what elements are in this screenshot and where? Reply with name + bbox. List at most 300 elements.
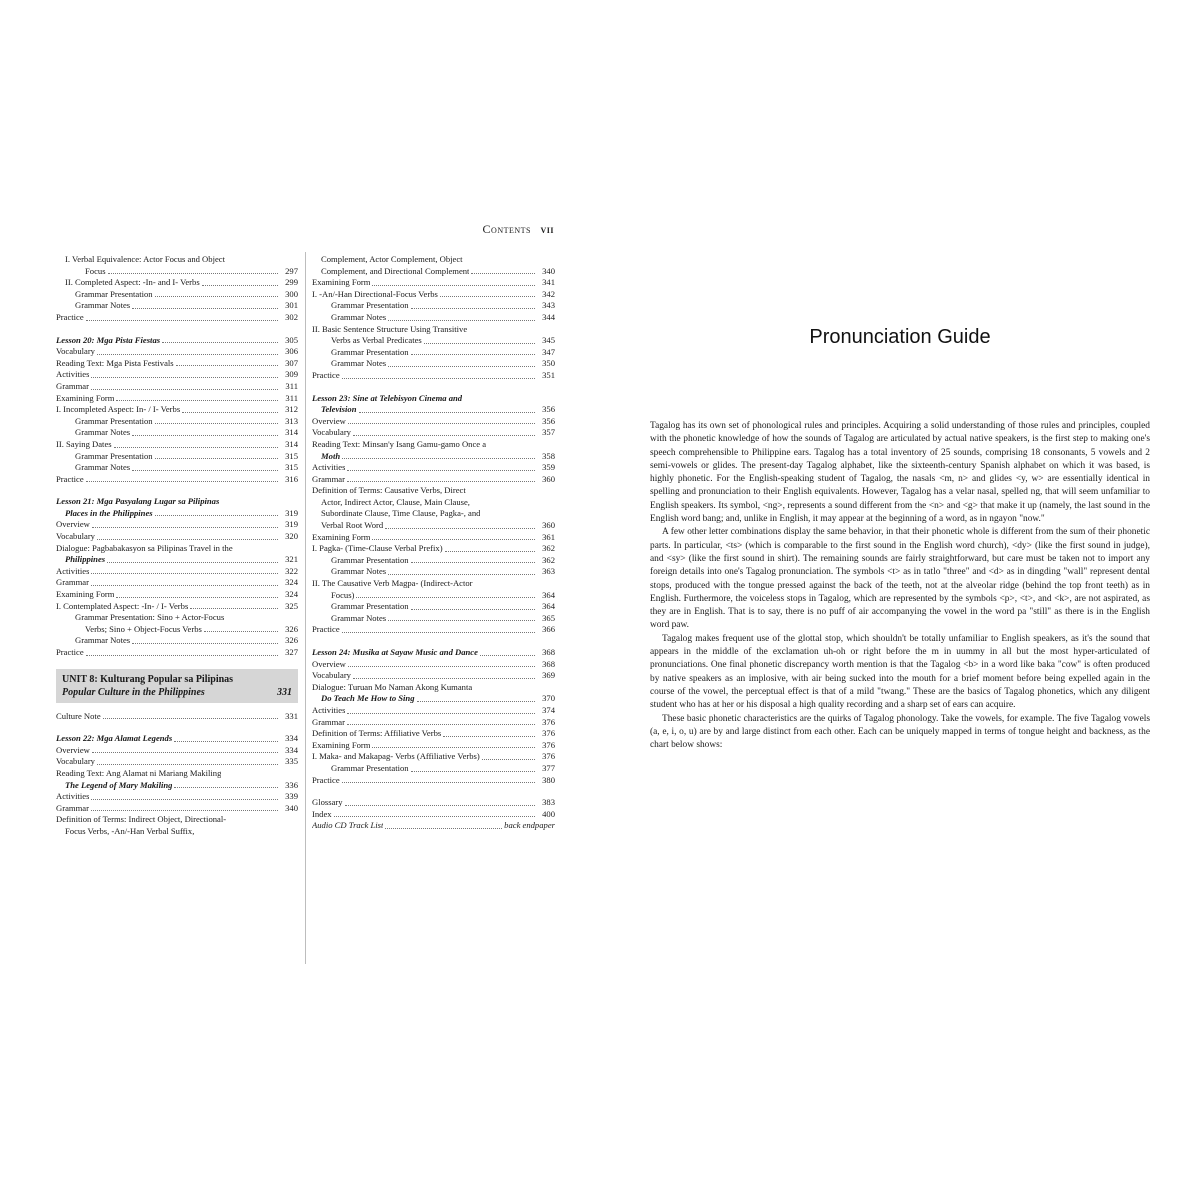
- toc-entry-title: Index: [312, 808, 332, 819]
- toc-entry-title: Philippines: [65, 554, 106, 565]
- toc-leader-dots: [388, 574, 535, 575]
- toc-entry-page: 336: [285, 779, 298, 790]
- toc-entry[interactable]: [312, 717, 555, 729]
- toc-entry-page: 324: [285, 589, 298, 600]
- toc-entry-page: 312: [285, 404, 298, 415]
- toc-entry-page: 302: [285, 311, 298, 322]
- body-paragraph: A few other letter combinations display the same behavior, in that their phonetic whole is different from the sum of their phonetic parts. In particular, <ts> (which is comparable to the first sound in the English word church), <dy> (like the first sound in judge), and <sy> (like the first sound in shirt). The remaining sounds are fairly straightforward, but care must be taken not to import any foreign details into one's Tagalog pronunciation. The symbols <t> as in tatlo "three" and <d> as in dingding "wall" represent dental stops, produced with the tongue pressed against the back of the teeth, not at the alveolar ridge (behind the top front teeth) as in English. Furthermore, the voiceless stops in Tagalog, which are represented by the symbols <p>, <t>, and <k>, are not aspirated, as they are in English. That is to say, there is no puff of air accompanying the vowel in the word pa "still" as there is in the English word paw.: [650, 527, 1150, 631]
- toc-leader-dots: [342, 632, 535, 633]
- toc-leader-dots: [385, 828, 502, 829]
- toc-entry[interactable]: [56, 601, 298, 613]
- toc-list-bottom: [56, 711, 298, 838]
- toc-leader-dots: [204, 631, 278, 632]
- toc-leader-dots: [480, 655, 535, 656]
- toc-entry-title: Overview: [312, 415, 346, 426]
- toc-entry-title: Grammar: [312, 473, 345, 484]
- section-title: Pronunciation Guide: [809, 326, 991, 348]
- toc-entry-title: Grammar: [312, 716, 345, 727]
- toc-entry-page: 369: [542, 670, 555, 681]
- toc-entry[interactable]: [56, 531, 298, 543]
- toc-leader-dots: [91, 377, 278, 378]
- right-page: [600, 0, 1200, 1200]
- toc-entry-page: 334: [285, 744, 298, 755]
- toc-entry[interactable]: [312, 728, 555, 740]
- toc-entry-title: Grammar Notes: [331, 566, 387, 577]
- toc-entry-title: Reading Text: Ang Alamat ni Mariang Makiling: [56, 767, 222, 778]
- page-number: vii: [540, 222, 554, 236]
- toc-entry[interactable]: [56, 289, 298, 301]
- toc-entry-page: 322: [285, 565, 298, 576]
- toc-leader-dots: [132, 308, 278, 309]
- toc-leader-dots: [176, 365, 278, 366]
- toc-entry[interactable]: [56, 369, 298, 381]
- toc-entry-page: 300: [285, 288, 298, 299]
- toc-entry-page: 376: [542, 751, 555, 762]
- toc-entry-page: 361: [542, 531, 555, 542]
- toc-entry[interactable]: [312, 555, 555, 567]
- toc-entry-page: 339: [285, 791, 298, 802]
- toc-entry[interactable]: [56, 266, 298, 278]
- toc-entry-page: 362: [542, 554, 555, 565]
- toc-entry-title: Dialogue: Turuan Mo Naman Akong Kumanta: [312, 681, 473, 692]
- toc-entry[interactable]: [312, 820, 555, 832]
- toc-leader-dots: [91, 389, 278, 390]
- toc-entry-page: 360: [542, 520, 555, 531]
- toc-leader-dots: [174, 741, 278, 742]
- toc-entry-title: Dialogue: Pagbabakasyon sa Pilipinas Travel in the: [56, 542, 233, 553]
- unit-title: UNIT 8: Kulturang Popular sa Pilipinas: [62, 673, 234, 685]
- toc-leader-dots: [353, 435, 535, 436]
- toc-entry-title: Focus: [85, 265, 106, 276]
- toc-entry[interactable]: [56, 358, 298, 370]
- toc-entry-page: 374: [542, 704, 555, 715]
- toc-entry-page: 297: [285, 265, 298, 276]
- toc-entry-page: 377: [542, 762, 555, 773]
- toc-entry-title: Lesson 21: Mga Pasyalang Lugar sa Pilipinas: [56, 496, 220, 507]
- toc-entry-page: 315: [285, 450, 298, 461]
- toc-entry[interactable]: [312, 520, 555, 532]
- toc-entry-page: 307: [285, 357, 298, 368]
- toc-leader-dots: [342, 378, 535, 379]
- toc-entry-page: 368: [542, 647, 555, 657]
- toc-entry-title: Examining Form: [312, 739, 371, 750]
- toc-entry-title: Reading Text: Mga Pista Festivals: [56, 357, 174, 368]
- toc-leader-dots: [97, 764, 278, 765]
- toc-entry[interactable]: [56, 427, 298, 439]
- toc-entry-page: 316: [285, 473, 298, 484]
- toc-leader-dots: [348, 666, 535, 667]
- toc-entry-title: II. Saying Dates: [56, 438, 112, 449]
- toc-leader-dots: [116, 597, 278, 598]
- toc-entry-page: 400: [542, 808, 555, 819]
- toc-leader-dots: [411, 354, 535, 355]
- toc-entry-title: Vocabulary: [56, 346, 95, 357]
- toc-entry-page: 340: [542, 265, 555, 276]
- toc-entry-page: 358: [542, 450, 555, 461]
- toc-entry[interactable]: [312, 462, 555, 474]
- toc-leader-dots: [91, 799, 278, 800]
- toc-entry[interactable]: [312, 809, 555, 821]
- toc-entry-title: Vocabulary: [312, 670, 351, 681]
- toc-entry-title: Examining Form: [312, 277, 371, 288]
- toc-entry-title: I. Contemplated Aspect: -In- / I- Verbs: [56, 600, 189, 611]
- toc-entry[interactable]: [312, 532, 555, 544]
- toc-entry-title: Focus): [331, 589, 355, 600]
- toc-entry-title: Verbs as Verbal Predicates: [331, 335, 422, 346]
- toc-entry-title: Reading Text: Minsan'y Isang Gamu-gamo Once a: [312, 438, 487, 449]
- toc-entry-title: Overview: [312, 658, 346, 669]
- toc-entry-title: Grammar Presentation: [331, 554, 409, 565]
- toc-entry-title: Activities: [56, 565, 90, 576]
- toc-entry[interactable]: [56, 768, 298, 780]
- toc-entry[interactable]: [312, 277, 555, 289]
- toc-entry-title: I. Verbal Equivalence: Actor Focus and Object: [65, 254, 225, 264]
- toc-entry-title: II. Basic Sentence Structure Using Transitive: [312, 323, 468, 334]
- toc-entry-page: 356: [542, 415, 555, 426]
- toc-leader-dots: [471, 273, 535, 274]
- toc-leader-dots: [162, 342, 278, 343]
- toc-entry[interactable]: [312, 324, 555, 336]
- body-paragraph: Tagalog makes frequent use of the glottal stop, which shouldn't be totally unfamiliar to English speakers, as it's the sound that appears in the middle of the exclamation uh-oh or right before the m in uummy in all but the most hyper-articulated of pronunciations. One final phonetic discrepancy worth mention is that the Tagalog <b> in a word like baka "cow" is often produced by native speakers as an implosive, with air being sucked into the mouth for a brief moment before being expelled again in the course of the vowel, the perceptual effect is that of a mild "twang." These are the basics of Tagalog phonetics, which any diligent student who has at her or his disposal a high quality recording and a sharp set of ears can acquire.: [650, 633, 1150, 711]
- toc-entry-page: 380: [542, 774, 555, 785]
- toc-entry[interactable]: [312, 624, 555, 636]
- toc-entry[interactable]: [312, 751, 555, 763]
- toc-leader-dots: [411, 609, 535, 610]
- toc-leader-dots: [417, 701, 535, 702]
- toc-entry[interactable]: [56, 335, 298, 347]
- running-head: [250, 222, 554, 237]
- toc-entry-page: 342: [542, 288, 555, 299]
- toc-list-top: [56, 254, 298, 659]
- toc-entry[interactable]: [56, 393, 298, 405]
- toc-entry-title: Verbs; Sino + Object-Focus Verbs: [85, 623, 202, 634]
- toc-leader-dots: [114, 447, 278, 448]
- toc-entry[interactable]: [312, 613, 555, 625]
- toc-entry[interactable]: [312, 358, 555, 370]
- toc-leader-dots: [347, 470, 535, 471]
- toc-entry-title: I. Maka- and Makapag- Verbs (Affiliative Verbs): [312, 751, 480, 762]
- toc-entry[interactable]: [56, 277, 298, 289]
- toc-leader-dots: [97, 539, 278, 540]
- toc-entry[interactable]: [312, 508, 555, 520]
- toc-leader-dots: [202, 285, 278, 286]
- toc-entry[interactable]: [56, 647, 298, 659]
- toc-column-left: [56, 254, 298, 838]
- toc-entry[interactable]: [312, 682, 555, 694]
- body-paragraph: These basic phonetic characteristics are the quirks of Tagalog phonology. Take the vowels, for example. The five Tagalog vowels (a, e, i, o, u) are by and large distinct from each other. Each can be uniquely mapped in terms of tongue height and backness, as the chart below shows:: [650, 713, 1150, 751]
- toc-entry-title: Grammar Notes: [331, 311, 387, 322]
- toc-entry-title: Vocabulary: [56, 756, 95, 767]
- toc-entry[interactable]: [56, 404, 298, 416]
- toc-leader-dots: [97, 354, 278, 355]
- toc-entry[interactable]: [312, 601, 555, 613]
- toc-entry[interactable]: [312, 705, 555, 717]
- toc-entry-page: 306: [285, 346, 298, 357]
- toc-entry-title: I. Pagka- (Time-Clause Verbal Prefix): [312, 543, 443, 554]
- toc-entry[interactable]: [312, 312, 555, 324]
- toc-leader-dots: [92, 752, 278, 753]
- toc-entry-title: Definition of Terms: Affiliative Verbs: [312, 728, 442, 739]
- toc-entry[interactable]: [56, 451, 298, 463]
- toc-leader-dots: [445, 551, 535, 552]
- toc-entry-page: 344: [542, 311, 555, 322]
- toc-leader-dots: [132, 470, 278, 471]
- toc-entry-page: 365: [542, 612, 555, 623]
- toc-entry-page: 320: [285, 531, 298, 542]
- toc-entry[interactable]: [312, 439, 555, 451]
- toc-entry[interactable]: [312, 670, 555, 682]
- toc-entry-page: 311: [285, 380, 298, 391]
- toc-entry-title: Definition of Terms: Causative Verbs, Direct: [312, 485, 466, 496]
- toc-leader-dots: [411, 771, 535, 772]
- toc-entry[interactable]: [312, 543, 555, 555]
- toc-entry-title: Do Teach Me How to Sing: [321, 693, 415, 704]
- toc-entry-page: 335: [285, 756, 298, 767]
- toc-entry-title: Lesson 24: Musika at Sayaw Music and Dance: [312, 647, 478, 657]
- toc-entry-page: 383: [542, 797, 555, 808]
- toc-entry-page: 350: [542, 358, 555, 369]
- toc-entry-page: 364: [542, 601, 555, 612]
- toc-entry-page: 363: [542, 566, 555, 577]
- toc-entry[interactable]: [312, 763, 555, 775]
- toc-entry[interactable]: [56, 733, 298, 745]
- toc-entry[interactable]: [312, 416, 555, 428]
- toc-entry[interactable]: [312, 693, 555, 705]
- toc-entry[interactable]: [312, 254, 555, 266]
- toc-entry-page: 321: [285, 554, 298, 565]
- toc-entry-page: 376: [542, 739, 555, 750]
- toc-leader-dots: [482, 759, 535, 760]
- toc-entry[interactable]: [312, 497, 555, 509]
- toc-entry[interactable]: [56, 745, 298, 757]
- toc-entry-title: Glossary: [312, 797, 343, 808]
- toc-entry[interactable]: [56, 346, 298, 358]
- toc-entry-title: Practice: [312, 624, 340, 635]
- toc-leader-dots: [92, 527, 278, 528]
- toc-leader-dots: [348, 423, 535, 424]
- unit-banner[interactable]: [56, 669, 298, 703]
- toc-entry-title: I. -An/-Han Directional-Focus Verbs: [312, 288, 438, 299]
- toc-entry-page: 370: [542, 693, 555, 704]
- toc-leader-dots: [388, 620, 535, 621]
- toc-entry-title: Grammar Presentation: [75, 450, 153, 461]
- toc-entry-title: Grammar Notes: [75, 635, 131, 646]
- toc-entry[interactable]: [312, 740, 555, 752]
- toc-column-right: [312, 254, 555, 832]
- toc-leader-dots: [347, 724, 535, 725]
- toc-leader-dots: [108, 273, 278, 274]
- toc-entry-title: Moth: [321, 450, 341, 461]
- toc-entry-page: 343: [542, 300, 555, 311]
- toc-entry-title: Grammar Presentation: [331, 300, 409, 311]
- toc-entry-page: 314: [285, 438, 298, 449]
- toc-entry-title: Grammar Presentation: [331, 601, 409, 612]
- toc-entry-page: back endpaper: [504, 820, 555, 831]
- toc-leader-dots: [347, 713, 535, 714]
- toc-entry[interactable]: [56, 814, 298, 826]
- toc-entry-title: Definition of Terms: Indirect Object, Directional-: [56, 814, 227, 825]
- toc-entry-page: 347: [542, 346, 555, 357]
- toc-entry-page: 309: [285, 369, 298, 380]
- toc-entry[interactable]: [56, 803, 298, 815]
- toc-entry[interactable]: [56, 624, 298, 636]
- toc-entry-page: 362: [542, 543, 555, 554]
- toc-leader-dots: [372, 747, 535, 748]
- toc-entry[interactable]: [312, 451, 555, 463]
- toc-entry[interactable]: [56, 780, 298, 792]
- toc-entry[interactable]: [312, 474, 555, 486]
- toc-entry-title: Television: [321, 404, 357, 415]
- toc-entry[interactable]: [312, 659, 555, 671]
- toc-entry-page: 331: [285, 710, 298, 721]
- toc-entry-title: Grammar Notes: [75, 427, 131, 438]
- toc-entry-title: Examining Form: [312, 531, 371, 542]
- toc-leader-dots: [345, 805, 535, 806]
- toc-entry[interactable]: [56, 381, 298, 393]
- toc-entry-title: Complement, and Directional Complement: [321, 265, 470, 276]
- toc-entry[interactable]: [312, 347, 555, 359]
- toc-entry-title: Activities: [56, 791, 90, 802]
- toc-entry[interactable]: [312, 590, 555, 602]
- toc-leader-dots: [372, 539, 535, 540]
- toc-entry[interactable]: [312, 578, 555, 590]
- toc-leader-dots: [155, 296, 278, 297]
- toc-leader-dots: [443, 736, 535, 737]
- toc-entry-title: Practice: [312, 369, 340, 380]
- toc-entry[interactable]: [312, 393, 555, 405]
- toc-leader-dots: [155, 458, 278, 459]
- toc-entry-page: 299: [285, 277, 298, 288]
- toc-entry[interactable]: [56, 635, 298, 647]
- toc-entry-title: Examining Form: [56, 589, 115, 600]
- toc-entry-title: Vocabulary: [56, 531, 95, 542]
- toc-entry-page: 326: [285, 635, 298, 646]
- toc-entry[interactable]: [56, 519, 298, 531]
- toc-entry[interactable]: [56, 496, 298, 508]
- body-paragraph: Tagalog has its own set of phonological rules and principles. Acquiring a solid understanding of those rules and principles, coupled with the phonetic knowledge of how the sounds of Tagalog are articulated by actual native speakers, is the first step to making one's speech comprehensible to Philippine ears. Tagalog has a total inventory of 25 sounds, comprising 18 consonants, 5 vowels and 2 semi-vowels or glides. The present-day Tagalog alphabet, like the sixteenth-century Spanish alphabet on which it was based, is highly phonetic. For the English-speaking student of Tagalog, the nasals <m, n> and glides <y, w> are essentially identical in spelling and pronunciation to their English equivalents. However, Tagalog has a velar nasal, spelled ng, that will seem unfamiliar to English speakers. Its symbol, <ng>, represents a sound different from the <n> and <g> that make it up (namely, the last sound in the English word bang; and, unlike in English, it may appear at the beginning of a word, as in ngayon "now.": [650, 421, 1150, 525]
- toc-leader-dots: [86, 320, 278, 321]
- toc-entry-title: Audio CD Track List: [312, 820, 384, 831]
- toc-entry-title: Grammar Notes: [331, 612, 387, 623]
- toc-leader-dots: [132, 435, 278, 436]
- toc-entry[interactable]: [56, 589, 298, 601]
- toc-entry-title: Focus Verbs, -An/-Han Verbal Suffix,: [65, 825, 195, 836]
- toc-leader-dots: [155, 515, 278, 516]
- toc-leader-dots: [353, 678, 535, 679]
- toc-entry[interactable]: [312, 566, 555, 578]
- toc-leader-dots: [86, 655, 278, 656]
- toc-leader-dots: [86, 481, 278, 482]
- column-divider: [305, 252, 306, 964]
- toc-leader-dots: [342, 782, 535, 783]
- toc-entry-page: 319: [285, 507, 298, 518]
- toc-entry-title: Verbal Root Word: [321, 520, 384, 531]
- toc-entry-title: Grammar Presentation: [331, 346, 409, 357]
- toc-entry-title: Practice: [56, 311, 84, 322]
- toc-entry-title: Grammar: [56, 577, 89, 588]
- toc-entry[interactable]: [56, 312, 298, 324]
- toc-entry[interactable]: [56, 416, 298, 428]
- toc-entry-title: Grammar Notes: [75, 300, 131, 311]
- toc-entry-title: Activities: [312, 462, 346, 473]
- toc-entry-page: 356: [542, 404, 555, 415]
- toc-entry-title: Grammar Presentation: [75, 415, 153, 426]
- toc-entry-title: Activities: [312, 704, 346, 715]
- toc-entry[interactable]: [56, 826, 298, 838]
- toc-entry-title: Grammar: [56, 380, 89, 391]
- toc-entry-page: 315: [285, 462, 298, 473]
- toc-entry-page: 305: [285, 334, 298, 345]
- toc-entry-title: Practice: [56, 473, 84, 484]
- toc-entry-page: 341: [542, 277, 555, 288]
- toc-entry[interactable]: [312, 427, 555, 439]
- toc-entry[interactable]: [56, 543, 298, 555]
- toc-entry[interactable]: [312, 485, 555, 497]
- toc-leader-dots: [91, 573, 278, 574]
- toc-entry-page: 324: [285, 577, 298, 588]
- toc-entry-page: 319: [285, 519, 298, 530]
- toc-entry[interactable]: [56, 566, 298, 578]
- toc-entry[interactable]: [56, 474, 298, 486]
- toc-entry-title: II. The Causative Verb Magpa- (Indirect-Actor: [312, 578, 473, 589]
- toc-entry[interactable]: [312, 775, 555, 787]
- toc-entry[interactable]: [56, 300, 298, 312]
- toc-entry[interactable]: [312, 797, 555, 809]
- toc-entry[interactable]: [56, 791, 298, 803]
- toc-entry-title: Lesson 20: Mga Pista Fiestas: [56, 334, 161, 345]
- toc-entry[interactable]: [312, 647, 555, 659]
- toc-entry[interactable]: [312, 370, 555, 382]
- toc-entry[interactable]: [56, 612, 298, 624]
- toc-entry-title: Examining Form: [56, 392, 115, 403]
- toc-entry[interactable]: [56, 577, 298, 589]
- toc-entry[interactable]: [312, 404, 555, 416]
- toc-entry[interactable]: [312, 266, 555, 278]
- toc-entry[interactable]: [312, 335, 555, 347]
- toc-entry-page: 360: [542, 473, 555, 484]
- toc-entry[interactable]: [312, 300, 555, 312]
- toc-entry[interactable]: [312, 289, 555, 301]
- toc-entry[interactable]: [56, 508, 298, 520]
- toc-entry[interactable]: [56, 756, 298, 768]
- toc-entry-page: 334: [285, 733, 298, 744]
- toc-entry-page: 325: [285, 600, 298, 611]
- toc-leader-dots: [132, 643, 278, 644]
- toc-entry-title: Overview: [56, 744, 90, 755]
- toc-entry-page: 327: [285, 647, 298, 657]
- toc-entry-title: Practice: [56, 647, 84, 657]
- toc-leader-dots: [388, 320, 535, 321]
- toc-entry-page: 376: [542, 716, 555, 727]
- toc-entry-page: 351: [542, 369, 555, 380]
- toc-entry[interactable]: [56, 462, 298, 474]
- toc-entry-title: Grammar: [56, 802, 89, 813]
- toc-entry-title: Vocabulary: [312, 427, 351, 438]
- toc-entry-page: 326: [285, 623, 298, 634]
- toc-entry[interactable]: [56, 254, 298, 266]
- toc-leader-dots: [347, 481, 535, 482]
- toc-entry-title: Activities: [56, 369, 90, 380]
- toc-entry-title: Grammar Notes: [331, 358, 387, 369]
- toc-leader-dots: [411, 308, 535, 309]
- body-text: [650, 420, 1150, 752]
- toc-entry-title: Grammar Presentation: [331, 762, 409, 773]
- toc-entry[interactable]: [56, 439, 298, 451]
- toc-entry-page: 311: [285, 392, 298, 403]
- toc-entry[interactable]: [56, 711, 298, 723]
- toc-entry-page: 364: [542, 589, 555, 600]
- toc-entry[interactable]: [56, 554, 298, 566]
